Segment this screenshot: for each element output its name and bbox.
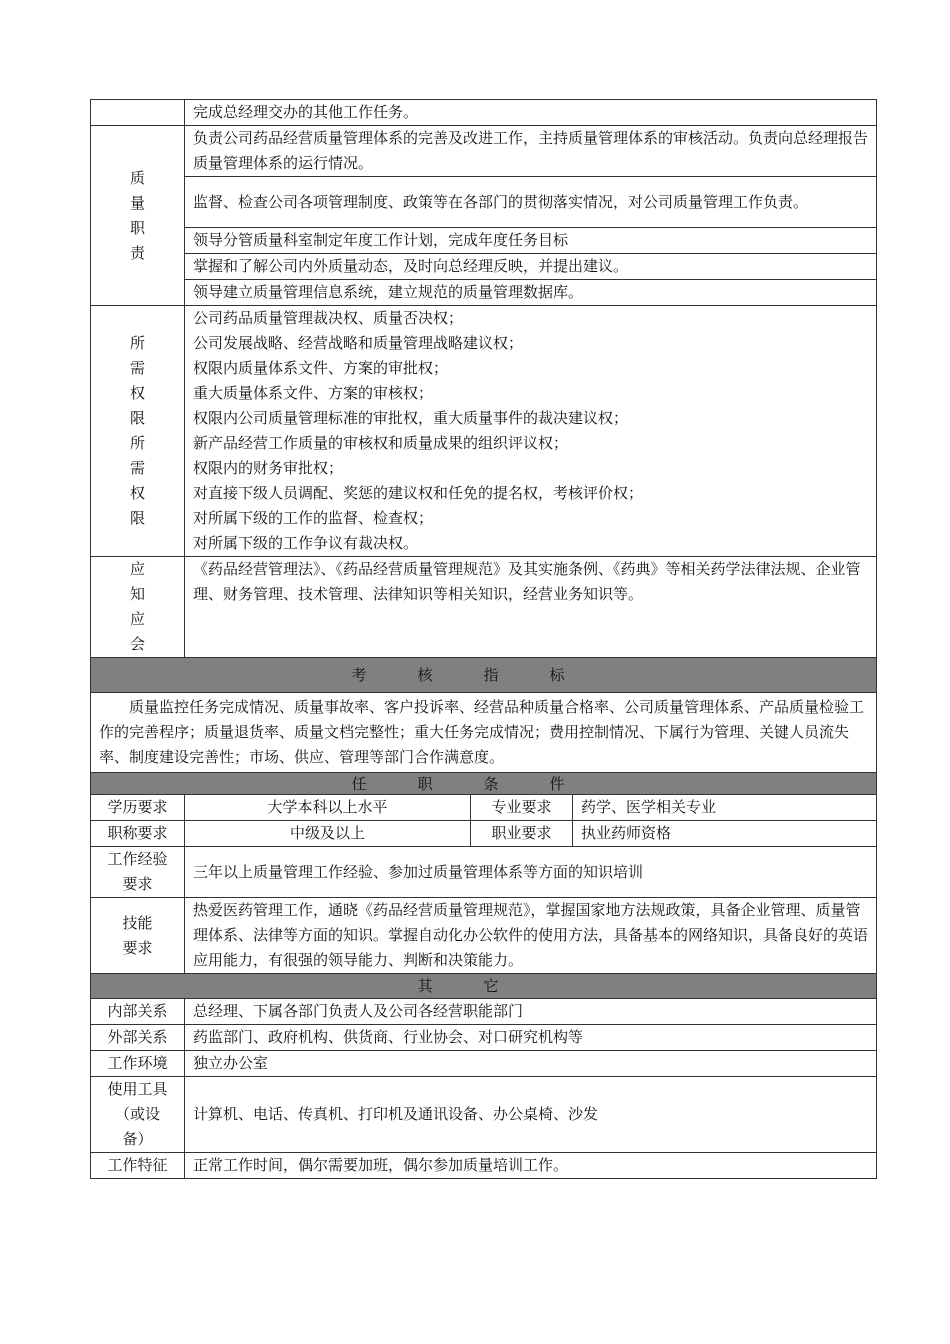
quality-duty-item: 掌握和了解公司内外质量动态，及时向总经理反映，并提出建议。: [185, 254, 877, 280]
skills-label: 技能 要求: [91, 898, 185, 974]
major-label: 专业要求: [471, 795, 573, 821]
top-row-text: 完成总经理交办的其他工作任务。: [185, 100, 877, 126]
authority-label: 所 需 权 限 所 需 权 限: [91, 306, 185, 557]
other-header: 其它: [91, 974, 877, 999]
features-label: 工作特征: [91, 1153, 185, 1179]
knowledge-label: 应 知 应 会: [91, 557, 185, 658]
knowledge-text: 《药品经营管理法》、《药品经营质量管理规范》及其实施条例、《药典》等相关药学法律法规、企业管理、财务管理、技术管理、法律知识等相关知识，经营业务知识等。: [185, 557, 877, 658]
authority-item: 对所属下级的工作的监督、检查权；: [193, 509, 434, 527]
external-value: 药监部门、政府机构、供货商、行业协会、对口研究机构等: [185, 1025, 877, 1051]
quality-duty-item: 领导分管质量科室制定年度工作计划，完成年度任务目标: [185, 228, 877, 254]
authority-item: 权限内的财务审批权；: [193, 459, 344, 477]
authority-item: 对直接下级人员调配、奖惩的建议权和任免的提名权，考核评价权；: [193, 484, 644, 502]
authority-item: 对所属下级的工作争议有裁决权。: [193, 534, 419, 552]
top-row-label: [91, 100, 185, 126]
tools-value: 计算机、电话、传真机、打印机及通讯设备、办公桌椅、沙发: [185, 1077, 877, 1153]
authority-item: 权限内公司质量管理标准的审批权，重大质量事件的裁决建议权；: [193, 409, 629, 427]
vocation-value: 执业药师资格: [573, 821, 877, 847]
external-label: 外部关系: [91, 1025, 185, 1051]
environment-label: 工作环境: [91, 1051, 185, 1077]
experience-value: 三年以上质量管理工作经验、参加过质量管理体系等方面的知识培训: [185, 847, 877, 898]
assessment-text: 质量监控任务完成情况、质量事故率、客户投诉率、经营品种质量合格率、公司质量管理体系、产品质量检验工作的完善程序；质量退货率、质量文档完整性；重大任务完成情况；费用控制情况、下属行为管理、关键人员流失率、制度建设完善性；市场、供应、管理等部门合作满意度。: [91, 693, 877, 773]
assessment-header: 考核指标: [91, 658, 877, 693]
education-value: 大学本科以上水平: [185, 795, 471, 821]
job-description-table: [90, 99, 877, 1179]
tools-label: 使用工具 （或设 备）: [91, 1077, 185, 1153]
features-value: 正常工作时间，偶尔需要加班，偶尔参加质量培训工作。: [185, 1153, 877, 1179]
internal-label: 内部关系: [91, 999, 185, 1025]
authority-item: 重大质量体系文件、方案的审核权；: [193, 384, 434, 402]
title-label: 职称要求: [91, 821, 185, 847]
quality-duty-item: 监督、检查公司各项管理制度、政策等在各部门的贯彻落实情况，对公司质量管理工作负责。: [185, 177, 877, 228]
authority-item: 公司药品质量管理裁决权、质量否决权；: [193, 309, 464, 327]
authority-item: 权限内质量体系文件、方案的审批权；: [193, 359, 449, 377]
authority-item: 新产品经营工作质量的审核权和质量成果的组织评议权；: [193, 434, 569, 452]
qualifications-header: 任职条件: [91, 773, 877, 795]
vocation-label: 职业要求: [471, 821, 573, 847]
environment-value: 独立办公室: [185, 1051, 877, 1077]
quality-duty-item: 领导建立质量管理信息系统，建立规范的质量管理数据库。: [185, 280, 877, 306]
title-value: 中级及以上: [185, 821, 471, 847]
major-value: 药学、医学相关专业: [573, 795, 877, 821]
skills-value: 热爱医药管理工作，通晓《药品经营质量管理规范》，掌握国家地方法规政策，具备企业管理、质量管理体系、法律等方面的知识。掌握自动化办公软件的使用方法，具备基本的网络知识，具备良好的英语应用能力，有很强的领导能力、判断和决策能力。: [185, 898, 877, 974]
top-row: [91, 100, 877, 126]
authority-list: [185, 306, 877, 557]
quality-duty-item: 负责公司药品经营质量管理体系的完善及改进工作，主持质量管理体系的审核活动。负责向总经理报告质量管理体系的运行情况。: [185, 126, 877, 177]
quality-duties-label: 质 量 职 责: [91, 126, 185, 306]
education-label: 学历要求: [91, 795, 185, 821]
authority-item: 公司发展战略、经营战略和质量管理战略建议权；: [193, 334, 524, 352]
experience-label: 工作经验 要求: [91, 847, 185, 898]
internal-value: 总经理、下属各部门负责人及公司各经营职能部门: [185, 999, 877, 1025]
